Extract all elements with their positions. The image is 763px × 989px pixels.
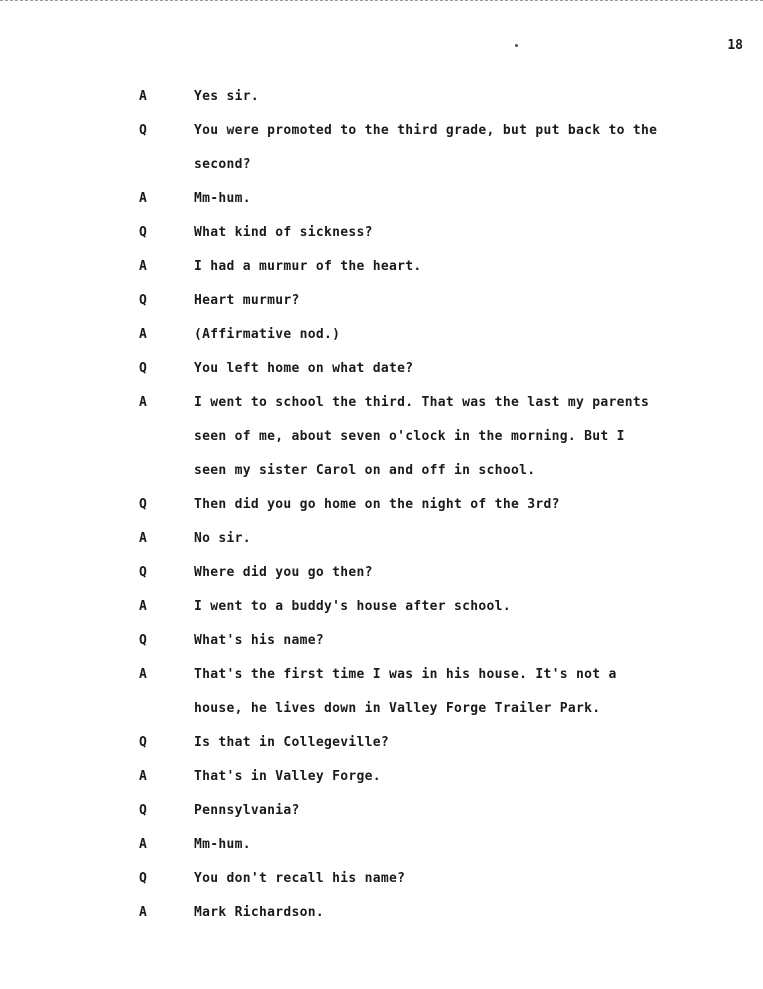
transcript-line (0, 692, 763, 726)
speaker-label: A (139, 837, 147, 852)
line-text: That's in Valley Forge. (194, 769, 381, 784)
speaker-label: A (139, 89, 147, 104)
transcript-line (0, 318, 763, 352)
transcript-line (0, 590, 763, 624)
top-border (0, 0, 763, 1)
transcript-line (0, 794, 763, 828)
speaker-label: A (139, 599, 147, 614)
line-text: What kind of sickness? (194, 225, 373, 240)
line-text: second? (194, 157, 251, 172)
line-text: seen of me, about seven o'clock in the morning. But I (194, 429, 625, 444)
transcript-line (0, 726, 763, 760)
transcript-line (0, 216, 763, 250)
transcript-line (0, 148, 763, 182)
speaker-label: Q (139, 565, 147, 580)
transcript-line (0, 80, 763, 114)
line-text: I went to a buddy's house after school. (194, 599, 511, 614)
transcript-line (0, 624, 763, 658)
line-text: Where did you go then? (194, 565, 373, 580)
speaker-label: Q (139, 497, 147, 512)
transcript-line (0, 352, 763, 386)
line-text: house, he lives down in Valley Forge Trailer Park. (194, 701, 601, 716)
transcript-line (0, 488, 763, 522)
line-text: That's the first time I was in his house. It's not a (194, 667, 617, 682)
line-text: seen my sister Carol on and off in school. (194, 463, 536, 478)
transcript (0, 80, 763, 930)
speaker-label: A (139, 395, 147, 410)
line-text: Yes sir. (194, 89, 260, 104)
transcript-line (0, 760, 763, 794)
transcript-line (0, 862, 763, 896)
transcript-line (0, 896, 763, 930)
transcript-line (0, 658, 763, 692)
speaker-label: A (139, 191, 147, 206)
transcript-line (0, 386, 763, 420)
speaker-label: A (139, 259, 147, 274)
speaker-label: A (139, 531, 147, 546)
transcript-line (0, 114, 763, 148)
line-text: Mark Richardson. (194, 905, 325, 920)
line-text: Mm-hum. (194, 837, 251, 852)
line-text: You don't recall his name? (194, 871, 406, 886)
speaker-label: Q (139, 633, 147, 648)
line-text: I went to school the third. That was the last my parents (194, 395, 650, 410)
line-text: Is that in Collegeville? (194, 735, 390, 750)
scan-speck (515, 44, 518, 47)
line-text: You left home on what date? (194, 361, 414, 376)
transcript-line (0, 284, 763, 318)
speaker-label: Q (139, 361, 147, 376)
line-text: Pennsylvania? (194, 803, 300, 818)
speaker-label: Q (139, 123, 147, 138)
speaker-label: Q (139, 803, 147, 818)
speaker-label: A (139, 667, 147, 682)
speaker-label: Q (139, 293, 147, 308)
line-text: Heart murmur? (194, 293, 300, 308)
transcript-line (0, 420, 763, 454)
speaker-label: A (139, 769, 147, 784)
line-text: What's his name? (194, 633, 325, 648)
speaker-label: A (139, 327, 147, 342)
line-text: I had a murmur of the heart. (194, 259, 422, 274)
transcript-line (0, 828, 763, 862)
transcript-line (0, 250, 763, 284)
line-text: Then did you go home on the night of the 3rd? (194, 497, 560, 512)
transcript-line (0, 556, 763, 590)
transcript-line (0, 182, 763, 216)
transcript-line (0, 522, 763, 556)
line-text: (Affirmative nod.) (194, 327, 341, 342)
line-text: Mm-hum. (194, 191, 251, 206)
page-number: 18 (727, 38, 743, 53)
line-text: No sir. (194, 531, 251, 546)
transcript-line (0, 454, 763, 488)
speaker-label: Q (139, 225, 147, 240)
line-text: You were promoted to the third grade, but put back to the (194, 123, 658, 138)
speaker-label: A (139, 905, 147, 920)
speaker-label: Q (139, 735, 147, 750)
speaker-label: Q (139, 871, 147, 886)
